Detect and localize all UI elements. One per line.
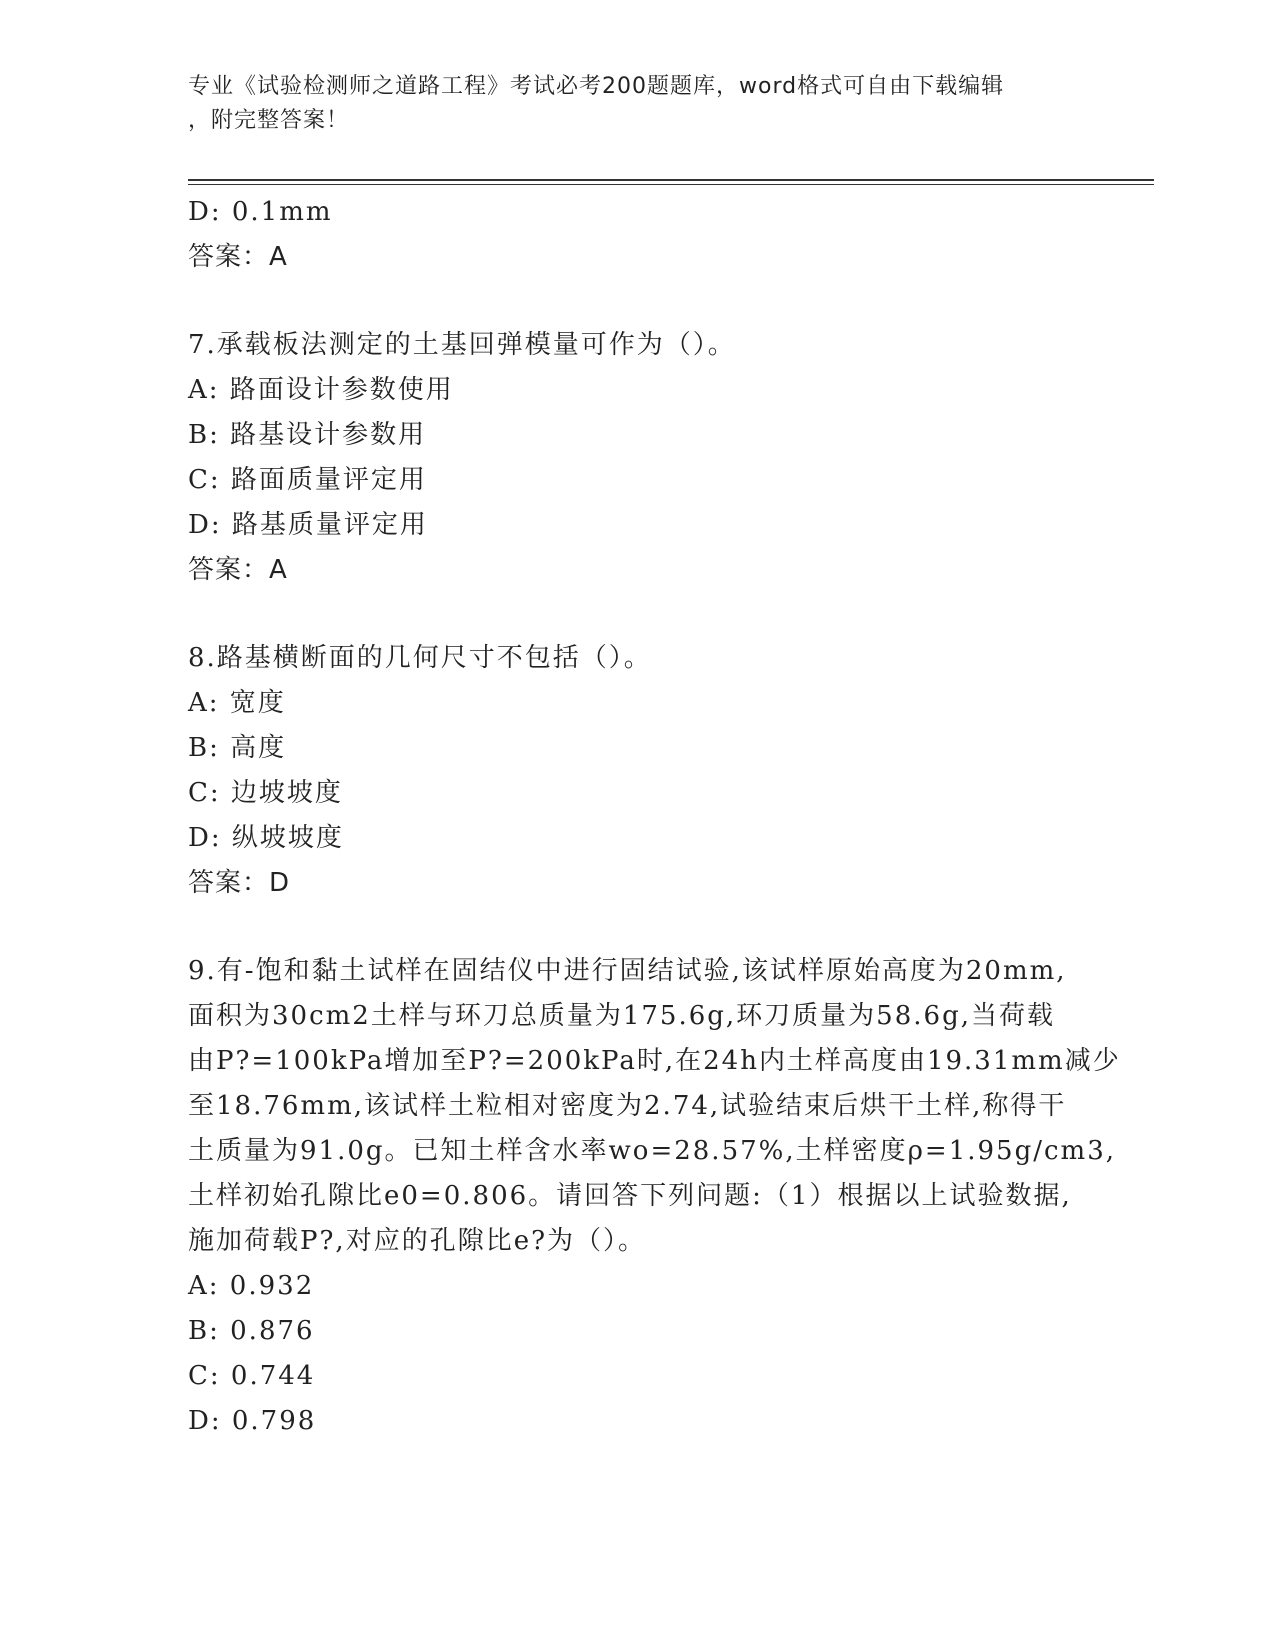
question-9-stem-line: 9.有-饱和黏土试样在固结仪中进行固结试验,该试样原始高度为20mm,: [188, 956, 1067, 986]
question-7-option-a: A: 路面设计参数使用: [188, 375, 454, 405]
question-8: [188, 636, 1088, 906]
question-9-stem-line: 由P?=100kPa增加至P?=200kPa时,在24h内土样高度由19.31mm减少: [188, 1046, 1121, 1076]
document-header: [188, 70, 1068, 138]
header-divider-thin: [188, 184, 1154, 185]
header-divider-thick: [188, 179, 1154, 181]
question-9-option-d: D: 0.798: [188, 1406, 317, 1436]
header-line-1: 专业《试验检测师之道路工程》考试必考200题题库，word格式可自由下载编辑: [188, 74, 1005, 99]
prev-option-d: D: 0.1mm: [188, 197, 333, 227]
question-9: [188, 949, 1121, 1444]
question-9-stem-line: 至18.76mm,该试样土粒相对密度为2.74,试验结束后烘干土样,称得干: [188, 1091, 1067, 1121]
question-9-option-b: B: 0.876: [188, 1316, 315, 1346]
question-9-stem-line: 施加荷载P?,对应的孔隙比e?为（）。: [188, 1226, 647, 1256]
question-7-option-b: B: 路基设计参数用: [188, 420, 427, 450]
prev-answer: 答案：A: [188, 242, 288, 272]
question-list: [188, 190, 1121, 1444]
question-7-option-d: D: 路基质量评定用: [188, 510, 428, 540]
question-7-answer: 答案：A: [188, 555, 288, 585]
question-8-option-d: D: 纵坡坡度: [188, 823, 344, 853]
question-8-option-c: C: 边坡坡度: [188, 778, 343, 808]
header-line-2: ，附完整答案！: [188, 108, 350, 133]
question-8-option-a: A: 宽度: [188, 688, 286, 718]
question-7-option-c: C: 路面质量评定用: [188, 465, 427, 495]
question-9-stem-line: 面积为30cm2土样与环刀总质量为175.6g,环刀质量为58.6g,当荷载: [188, 1001, 1055, 1031]
question-9-option-c: C: 0.744: [188, 1361, 316, 1391]
question-8-option-b: B: 高度: [188, 733, 287, 763]
question-9-option-a: A: 0.932: [188, 1271, 315, 1301]
question-7-stem: 7.承载板法测定的土基回弹模量可作为（）。: [188, 330, 736, 360]
question-9-stem: [188, 949, 1121, 1264]
question-8-answer: 答案：D: [188, 868, 291, 898]
question-8-stem: 8.路基横断面的几何尺寸不包括（）。: [188, 643, 652, 673]
question-9-stem-line: 土样初始孔隙比e0=0.806。请回答下列问题:（1）根据以上试验数据,: [188, 1181, 1072, 1211]
question-9-stem-line: 土质量为91.0g。已知土样含水率wo=28.57%,土样密度ρ=1.95g/cm3,: [188, 1136, 1117, 1166]
question-7: [188, 323, 1088, 593]
